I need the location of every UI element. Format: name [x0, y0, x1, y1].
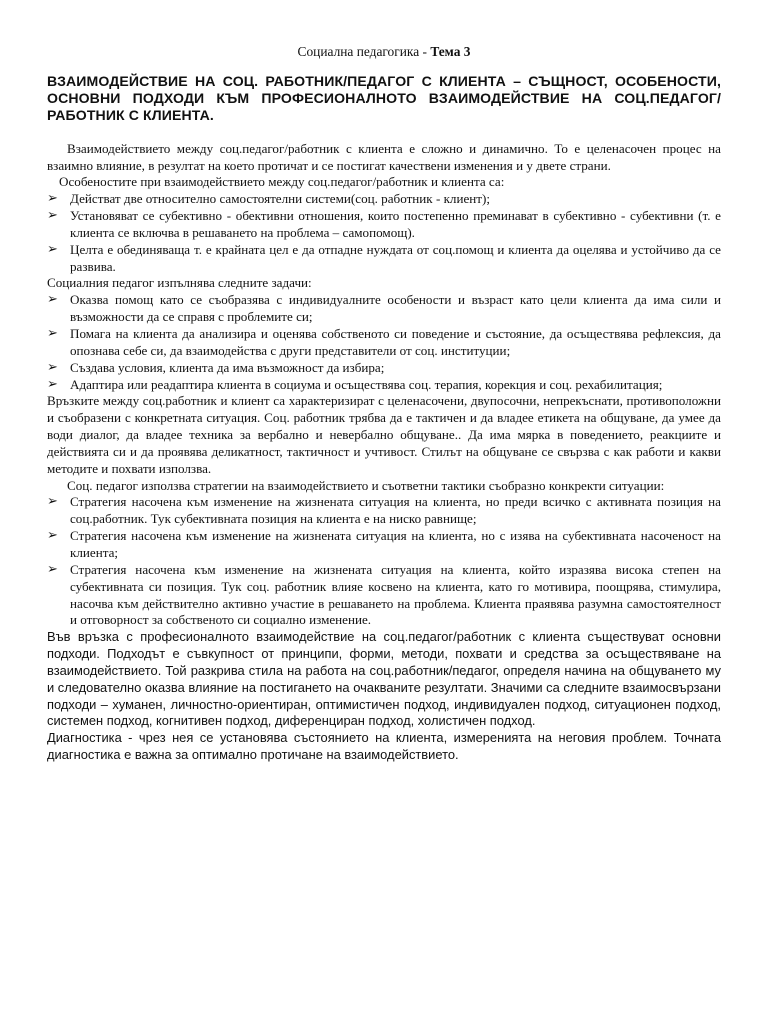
- document-title: ВЗАИМОДЕЙСТВИЕ НА СОЦ. РАБОТНИК/ПЕДАГОГ С КЛИЕНТА – СЪЩНОСТ, ОСОБЕНОСТИ, ОСНОВНИ ПОДХОДИ КЪМ ПРОФЕСИОНАЛНОТО ВЗАИМОДЕЙСТВИЕ НА СОЦ.ПЕДАГОГ/РАБОТНИК С КЛИЕНТА.: [47, 72, 721, 124]
- bullet-arrow-icon: ➢: [47, 241, 58, 257]
- list-item: [47, 191, 721, 208]
- intro-paragraph: Взаимодействието между соц.педагог/работник с клиента е сложно и динамично. То е целенасочен процес на взаимно влияние, в резултат на което протичат и се постигат качествени изменения и у двете страни.: [47, 140, 721, 173]
- list-item: [47, 242, 721, 276]
- list-item-text: Стратегия насочена към изменение на жизнената ситуация на клиента, но с изява на субективната насоченост на клиента;: [70, 528, 721, 560]
- tasks-heading: Социалния педагог изпълнява следните задачи:: [47, 275, 312, 291]
- list-item: [47, 326, 721, 360]
- header-subject: Социална педагогика -: [297, 44, 431, 59]
- bullet-arrow-icon: ➢: [47, 494, 58, 510]
- list-item-text: Помага на клиента да анализира и оценява собственото си поведение и състояние, да осъществява рефлексия, да опознава себе си, да взаимодейства с други представители от соц. институции;: [70, 326, 721, 358]
- list-item: [47, 562, 721, 629]
- diagnostics-paragraph: Диагностика - чрез нея се установява състоянието на клиента, измеренията на неговия проблем. Точната диагностика е важна за оптимално протичане на взаимодействието.: [47, 730, 721, 763]
- bullet-arrow-icon: ➢: [47, 326, 58, 342]
- strategies-list: [47, 494, 721, 629]
- list-item-text: Оказва помощ като се съобразява с индивидуалните особености и възраст като цели клиента да има сили и възможности да се справя с проблемите си;: [70, 292, 721, 325]
- list-item-text: Стратегия насочена към изменение на жизнената ситуация на клиента, но преди всичко с активната позиция на соц.работник. Тук субективната позиция на клиента е на ниско равнище;: [70, 494, 721, 527]
- strategies-heading: Соц. педагог използва стратегии на взаимодействието и съответни тактики съобразно конкректи ситуации:: [67, 477, 665, 493]
- bullet-arrow-icon: ➢: [47, 528, 58, 544]
- list-item-text: Установяват се субективно - обективни отношения, които постепенно преминават в субективно - субективни (т. е клиента се включва в решаването на проблема – самопомощ).: [70, 208, 721, 240]
- features-heading: Особеностите при взаимодействието между соц.педагог/работник и клиента са:: [59, 174, 505, 190]
- list-item: [47, 292, 721, 326]
- list-item-text: Целта е обединяваща т. е крайната цел е да отпадне нуждата от соц.помощ и клиента да оцелява и устойчиво да се развива.: [70, 241, 721, 274]
- list-item: [47, 360, 721, 377]
- list-item: [47, 528, 721, 562]
- list-item: [47, 208, 721, 242]
- approaches-paragraph: Във връзка с професионалното взаимодействие на соц.педагог/работник с клиента съществуват основни подходи. Подходът е съвкупност от принципи, форми, методи, похвати и средства за осъществяване на взаимодействието. Той разкрива стила на работа на соц.работник/педагог, определя начина на общуването му и следователно оказва влияние на постигането на очакваните резултати. Значими са следните взаимосвързани подходи – хуманен, личностно-ориентиран, оптимистичен подход, индивидуален подход, ситуационен подход, системен подход, когнитивен подход, диференциран подход, холистичен подход.: [47, 629, 721, 729]
- features-list: [47, 191, 721, 275]
- list-item-text: Стратегия насочена към изменение на жизнената ситуация на клиента, който изразява висока степен на субективната си позиция. Тук соц. работник влияе косвено на клиента, като го мотивира, поощрява, стимулира, насочва към действително активно участие в решаването на проблема. Клиента праявява разумна самостоятелност и отговорност за собственото си социално изменение.: [70, 561, 721, 628]
- bullet-arrow-icon: ➢: [47, 191, 58, 207]
- bullet-arrow-icon: ➢: [47, 561, 58, 577]
- relations-paragraph: Връзките между соц.работник и клиент са характеризират с целенасочени, двупосочни, непрекъснати, противоположни и съобразени с конкретната ситуация. Соц. работник трябва да е тактичен и да владее етикета на общуване, да умее да води диалог, да владее техника за вербално и невербално общуване.. Да има мярка в поведението, реакциите и действията си и да проявява деликатност, тактичност и учтивост. Стилът на общуване се свързва с как работи и какви методите и похвати използва.: [47, 393, 721, 476]
- list-item: [47, 377, 721, 394]
- page-header: [47, 44, 721, 61]
- list-item-text: Създава условия, клиента да има възможност да избира;: [70, 359, 385, 375]
- tasks-list: [47, 292, 721, 393]
- bullet-arrow-icon: ➢: [47, 359, 58, 375]
- list-item: [47, 494, 721, 528]
- bullet-arrow-icon: ➢: [47, 376, 58, 392]
- header-topic: Тема 3: [430, 44, 471, 59]
- bullet-arrow-icon: ➢: [47, 292, 58, 308]
- bullet-arrow-icon: ➢: [47, 208, 58, 224]
- list-item-text: Действат две относително самостоятелни системи(соц. работник - клиент);: [70, 191, 491, 207]
- list-item-text: Адаптира или реадаптира клиента в социума и осъществява соц. терапия, корекция и соц. рехабилитация;: [70, 376, 663, 392]
